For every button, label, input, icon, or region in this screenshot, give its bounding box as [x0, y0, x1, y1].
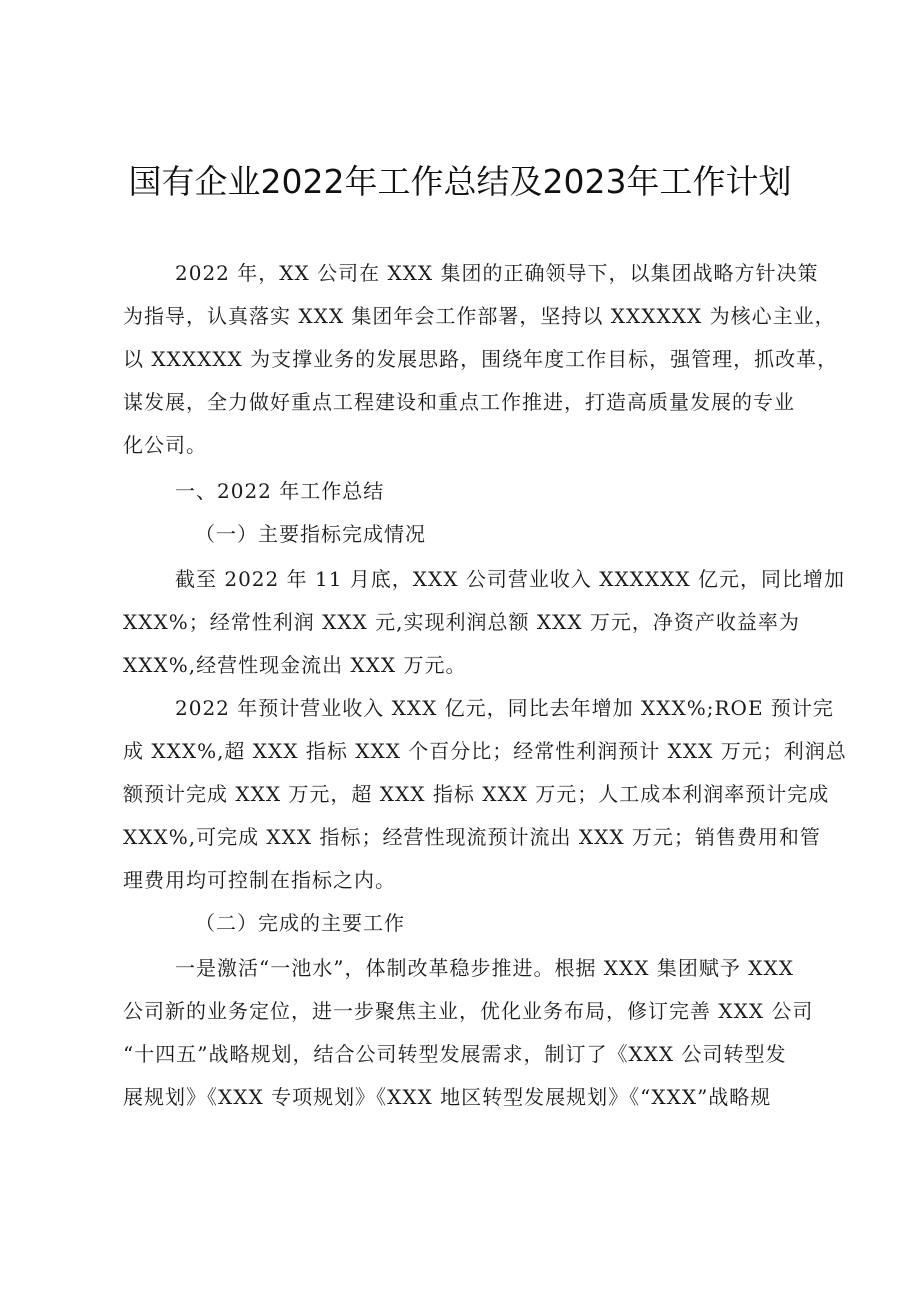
indicators-line-2: XXX%；经常性利润 XXX 元,实现利润总额 XXX 万元，净资产收益率为	[123, 610, 800, 634]
work-line-1: 一是激活“一池水”，体制改革稳步推进。根据 XXX 集团赋予 XXX	[175, 956, 794, 980]
intro-line-4: 谋发展，全力做好重点工程建设和重点工作推进，打造高质量发展的专业	[123, 390, 795, 414]
document-title: 国有企业2022年工作总结及2023年工作计划	[128, 162, 792, 201]
forecast-line-5: 理费用均可控制在指标之内。	[123, 868, 396, 892]
subheading-main-work: （二）完成的主要工作	[195, 911, 405, 935]
work-line-4: 展规划》《XXX 专项规划》《XXX 地区转型发展规划》《“XXX”战略规	[123, 1085, 772, 1109]
work-line-2: 公司新的业务定位，进一步聚焦主业，优化业务布局，修订完善 XXX 公司	[123, 999, 814, 1023]
intro-line-2: 为指导，认真落实 XXX 集团年会工作部署，坚持以 XXXXXX 为核心主业，	[123, 304, 836, 328]
forecast-line-4: XXX%,可完成 XXX 指标；经营性现流预计流出 XXX 万元；销售费用和管	[123, 825, 821, 849]
subheading-indicators: （一）主要指标完成情况	[195, 522, 426, 546]
forecast-line-2: 成 XXX%,超 XXX 指标 XXX 个百分比；经常性利润预计 XXX 万元；利润总	[123, 739, 847, 763]
indicators-line-3: XXX%,经营性现金流出 XXX 万元。	[123, 653, 467, 677]
forecast-line-1: 2022 年预计营业收入 XXX 亿元，同比去年增加 XXX%;ROE 预计完	[175, 696, 834, 720]
section-heading-summary: 一、2022 年工作总结	[175, 479, 385, 503]
intro-line-5: 化公司。	[123, 433, 207, 457]
work-line-3: “十四五”战略规划，结合公司转型发展需求，制订了《XXX 公司转型发	[123, 1042, 787, 1066]
intro-line-3: 以 XXXXXX 为支撑业务的发展思路，围绕年度工作目标，强管理，抓改革，	[123, 347, 839, 371]
forecast-line-3: 额预计完成 XXX 万元，超 XXX 指标 XXX 万元；人工成本利润率预计完成	[123, 782, 830, 806]
indicators-line-1: 截至 2022 年 11 月底，XXX 公司营业收入 XXXXXX 亿元，同比增加	[175, 567, 845, 591]
intro-line-1: 2022 年，XX 公司在 XXX 集团的正确领导下，以集团战略方针决策	[175, 261, 819, 285]
